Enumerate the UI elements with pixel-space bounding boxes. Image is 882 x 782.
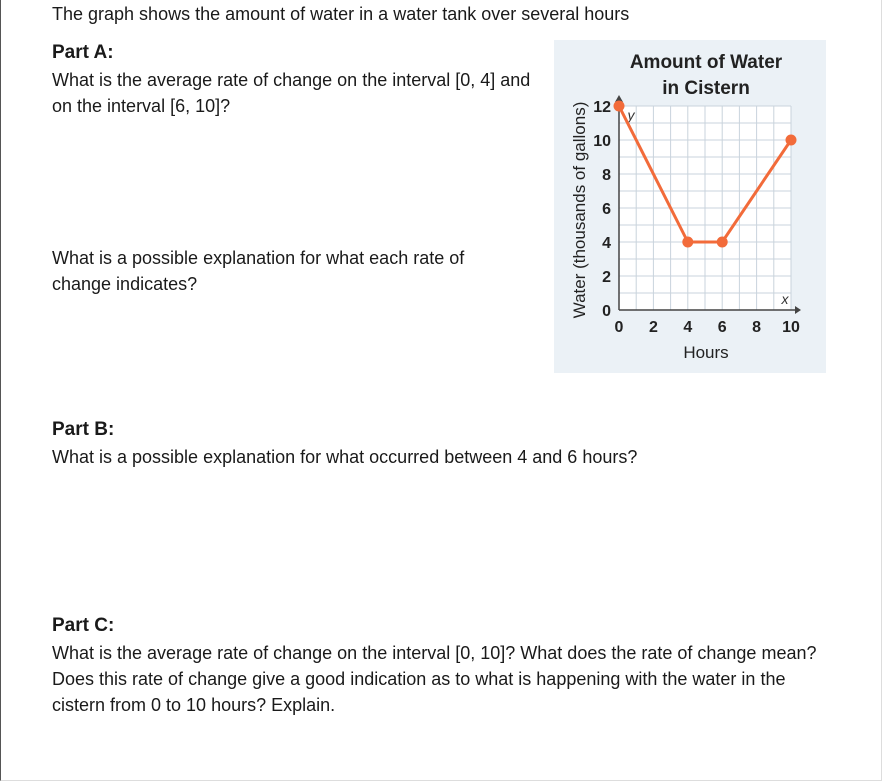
- y-axis-label: Water (thousands of gallons): [570, 101, 589, 319]
- part-c-heading: Part C:: [52, 615, 115, 636]
- data-point: [614, 101, 625, 112]
- part-b-heading: Part B:: [52, 419, 115, 440]
- y-tick-label: 8: [602, 167, 611, 184]
- part-a-question-1: What is the average rate of change on the interval [0, 4] and on the interval [6, 10]?: [52, 70, 531, 116]
- intro-text: The graph shows the amount of water in a water tank over several hours: [52, 4, 630, 24]
- x-axis-label: Hours: [683, 343, 729, 362]
- chart-title-line-2: in Cistern: [662, 78, 750, 99]
- x-tick-label: 8: [752, 319, 762, 336]
- data-point: [786, 135, 797, 146]
- x-axis-letter: x: [781, 291, 789, 307]
- chart-svg: [554, 40, 826, 373]
- x-tick-label: 0: [614, 319, 624, 336]
- x-tick-label: 4: [683, 319, 693, 336]
- y-tick-label: 10: [593, 133, 611, 150]
- y-tick-label: 4: [602, 235, 611, 252]
- data-point: [717, 237, 728, 248]
- part-a-heading: Part A:: [52, 42, 114, 63]
- part-b-question: What is a possible explanation for what occurred between 4 and 6 hours?: [52, 447, 638, 467]
- part-c-question: What is the average rate of change on the interval [0, 10]? What does the rate of change mean? Does this rate of change give a good indication as to what is happening with the water in the cistern from 0 to 10 hours? Explain.: [52, 643, 817, 715]
- y-tick-label: 6: [602, 201, 611, 218]
- water-chart: [554, 40, 826, 373]
- y-axis-letter: y: [627, 107, 635, 123]
- y-tick-label: 0: [602, 303, 611, 320]
- data-point: [682, 237, 693, 248]
- x-tick-label: 6: [717, 319, 727, 336]
- y-tick-label: 12: [593, 99, 611, 116]
- x-axis-arrow: [795, 306, 801, 314]
- chart-title-line-1: Amount of Water: [629, 52, 783, 73]
- x-tick-label: 10: [782, 319, 800, 336]
- y-tick-label: 2: [602, 269, 611, 286]
- part-a-question-2: What is a possible explanation for what each rate of change indicates?: [52, 248, 465, 294]
- x-tick-label: 2: [648, 319, 658, 336]
